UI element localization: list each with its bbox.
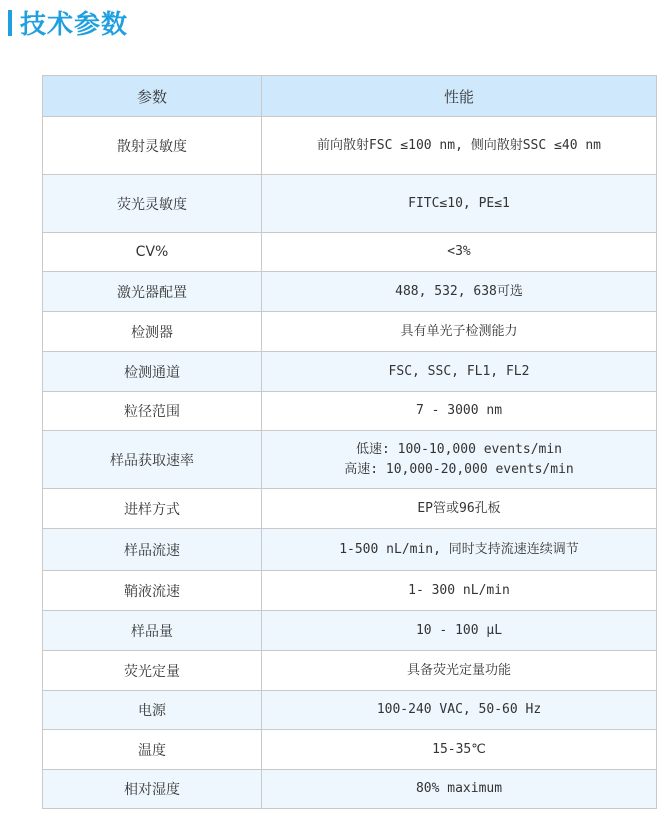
value-cell (262, 233, 657, 272)
value-line: EP管或96孔板 (417, 500, 501, 516)
value-cell (262, 529, 657, 571)
param-cell: 样品流速 (43, 529, 262, 571)
table-row (43, 233, 657, 272)
value-line: 15-35℃ (432, 741, 486, 757)
table-row (43, 770, 657, 809)
table-row (43, 352, 657, 392)
value-cell (262, 431, 657, 489)
param-cell: 样品量 (43, 611, 262, 651)
table-row (43, 730, 657, 770)
param-cell: 鞘液流速 (43, 571, 262, 611)
param-cell: CV% (43, 233, 262, 272)
table-row (43, 312, 657, 352)
table-row (43, 691, 657, 730)
page-title: 技术参数 (20, 10, 129, 40)
value-line: 100-240 VAC, 50-60 Hz (376, 702, 542, 717)
table-row (43, 272, 657, 312)
value-cell (262, 272, 657, 312)
header-param: 参数 (43, 76, 262, 117)
value-cell (262, 489, 657, 529)
value-cell (262, 611, 657, 651)
value-cell (262, 730, 657, 770)
value-line: 1- 300 nL/min (408, 582, 510, 598)
value-cell (262, 392, 657, 431)
value-line: 7 - 3000 nm (415, 403, 503, 418)
value-line: 488, 532, 638可选 (395, 283, 523, 299)
value-cell (262, 651, 657, 691)
param-cell: 荧光灵敏度 (43, 175, 262, 233)
param-cell: 激光器配置 (43, 272, 262, 312)
table-row (43, 571, 657, 611)
value-line: 10 - 100 μL (415, 622, 503, 638)
value-line: 具有单光子检测能力 (400, 323, 518, 339)
header-performance: 性能 (262, 76, 657, 117)
table-row (43, 117, 657, 175)
table-row (43, 431, 657, 489)
param-cell: 样品获取速率 (43, 431, 262, 489)
table-row (43, 651, 657, 691)
param-cell: 散射灵敏度 (43, 117, 262, 175)
value-cell (262, 691, 657, 730)
param-cell: 温度 (43, 730, 262, 770)
value-cell (262, 352, 657, 392)
value-line: 高速: 10,000-20,000 events/min (344, 461, 574, 477)
value-line: FSC, SSC, FL1, FL2 (388, 363, 530, 379)
param-cell: 进样方式 (43, 489, 262, 529)
param-cell: 检测器 (43, 312, 262, 352)
table-body (43, 117, 657, 809)
value-cell (262, 312, 657, 352)
value-line: FITC≤10, PE≤1 (408, 195, 510, 211)
table-row (43, 392, 657, 431)
table-row (43, 611, 657, 651)
table-row (43, 175, 657, 233)
value-line: 80% maximum (415, 781, 503, 796)
value-line: 前向散射FSC ≤100 nm, 侧向散射SSC ≤40 nm (316, 137, 601, 153)
value-line: <3% (447, 244, 471, 259)
value-cell (262, 571, 657, 611)
spec-table (42, 75, 657, 809)
value-line: 具备荧光定量功能 (406, 662, 511, 678)
value-line: 1-500 nL/min, 同时支持流速连续调节 (339, 541, 579, 557)
value-cell (262, 117, 657, 175)
section-heading (8, 4, 128, 41)
param-cell: 荧光定量 (43, 651, 262, 691)
param-cell: 粒径范围 (43, 392, 262, 431)
table-row (43, 529, 657, 571)
value-cell (262, 770, 657, 809)
table-header-row (43, 76, 657, 117)
param-cell: 检测通道 (43, 352, 262, 392)
param-cell: 相对湿度 (43, 770, 262, 809)
table-row (43, 489, 657, 529)
param-cell: 电源 (43, 691, 262, 730)
value-cell (262, 175, 657, 233)
heading-accent-bar (8, 10, 12, 36)
value-line: 低速: 100-10,000 events/min (355, 441, 562, 457)
